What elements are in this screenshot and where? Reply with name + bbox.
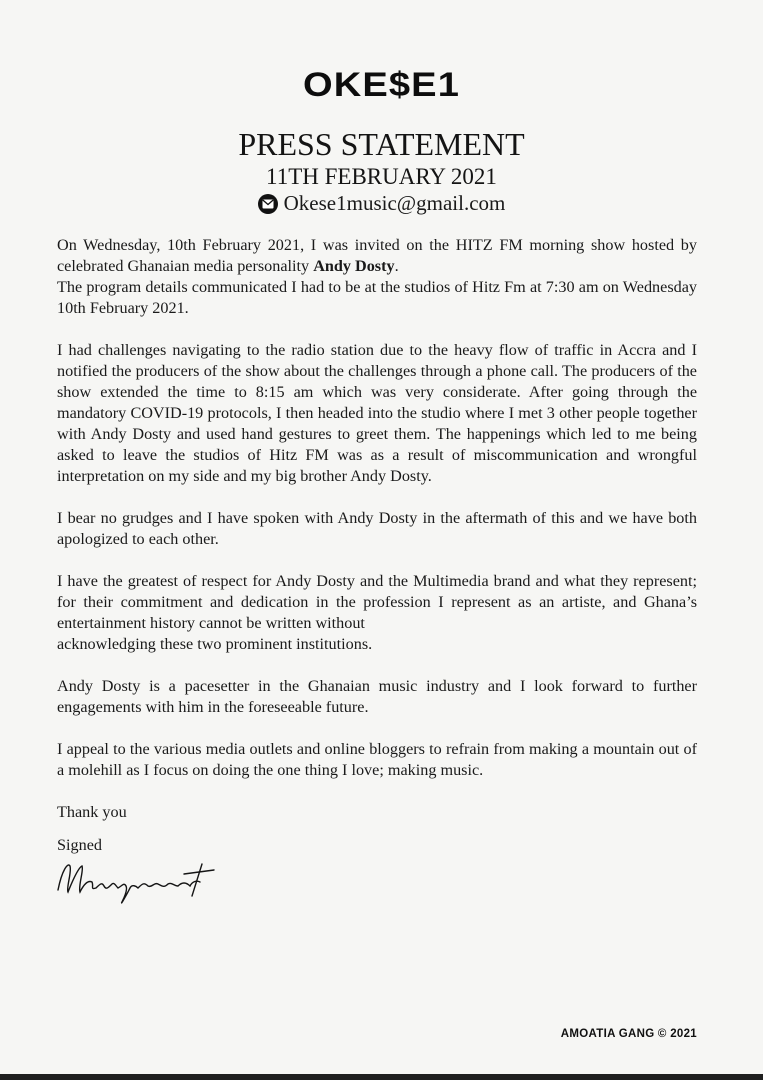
highlighted-name: Andy Dosty	[313, 257, 395, 275]
paragraph-program-details: The program details communicated I had to be at the studios of Hitz Fm at 7:30 am on Wednesday 10th February 2021.	[57, 278, 697, 317]
paragraph-pacesetter: Andy Dosty is a pacesetter in the Ghanaian music industry and I look forward to further engagements with him in the foreseeable future.	[57, 677, 697, 716]
paragraph-appeal: I appeal to the various media outlets and online bloggers to refrain from making a mountain out of a molehill as I focus on doing the one thing I love; making music.	[57, 740, 697, 779]
paragraph-challenges: I had challenges navigating to the radio station due to the heavy flow of traffic in Accra and I notified the producers of the show about the challenges through a phone call. The producers of the show extended the time to 8:15 am which was very considerate. After going through the mandatory COVID-19 protocols, I then headed into the studio where I met 3 other people together with Andy Dosty and used hand gestures to greet them. The happenings which led to me being asked to leave the studios of Hitz FM was as a result of miscommunication and wrongful interpretation on my side and my big brother Andy Dosty.	[57, 341, 697, 485]
paragraph-respect-end: acknowledging these two prominent institutions.	[57, 635, 373, 653]
thank-you: Thank you	[57, 803, 127, 821]
contact-email-row	[0, 191, 763, 216]
paragraph-intro: On Wednesday, 10th February 2021, I was invited on the HITZ FM morning show hosted by celebrated Ghanaian media personality Andy Dosty.	[57, 236, 697, 275]
page-title: PRESS STATEMENT	[238, 126, 525, 162]
envelope-icon	[258, 194, 278, 214]
statement-date: 11TH FEBRUARY 2021	[266, 164, 497, 189]
signed-label: Signed	[57, 836, 102, 854]
paragraph-no-grudges: I bear no grudges and I have spoken with Andy Dosty in the aftermath of this and we have both apologized to each other.	[57, 509, 697, 548]
contact-email: Okese1music@gmail.com	[283, 191, 506, 215]
statement-body	[57, 235, 697, 823]
bottom-border	[0, 1074, 763, 1080]
footer-copyright: AMOATIA GANG © 2021	[560, 1028, 697, 1040]
signature	[52, 852, 222, 913]
paragraph-respect: I have the greatest of respect for Andy Dosty and the Multimedia brand and what they represent; for their commitment and dedication in the profession I represent as an artiste, and Ghana’s entertainment history cannot be written without	[57, 572, 697, 632]
brand-logo: OKE$E1	[302, 66, 461, 104]
